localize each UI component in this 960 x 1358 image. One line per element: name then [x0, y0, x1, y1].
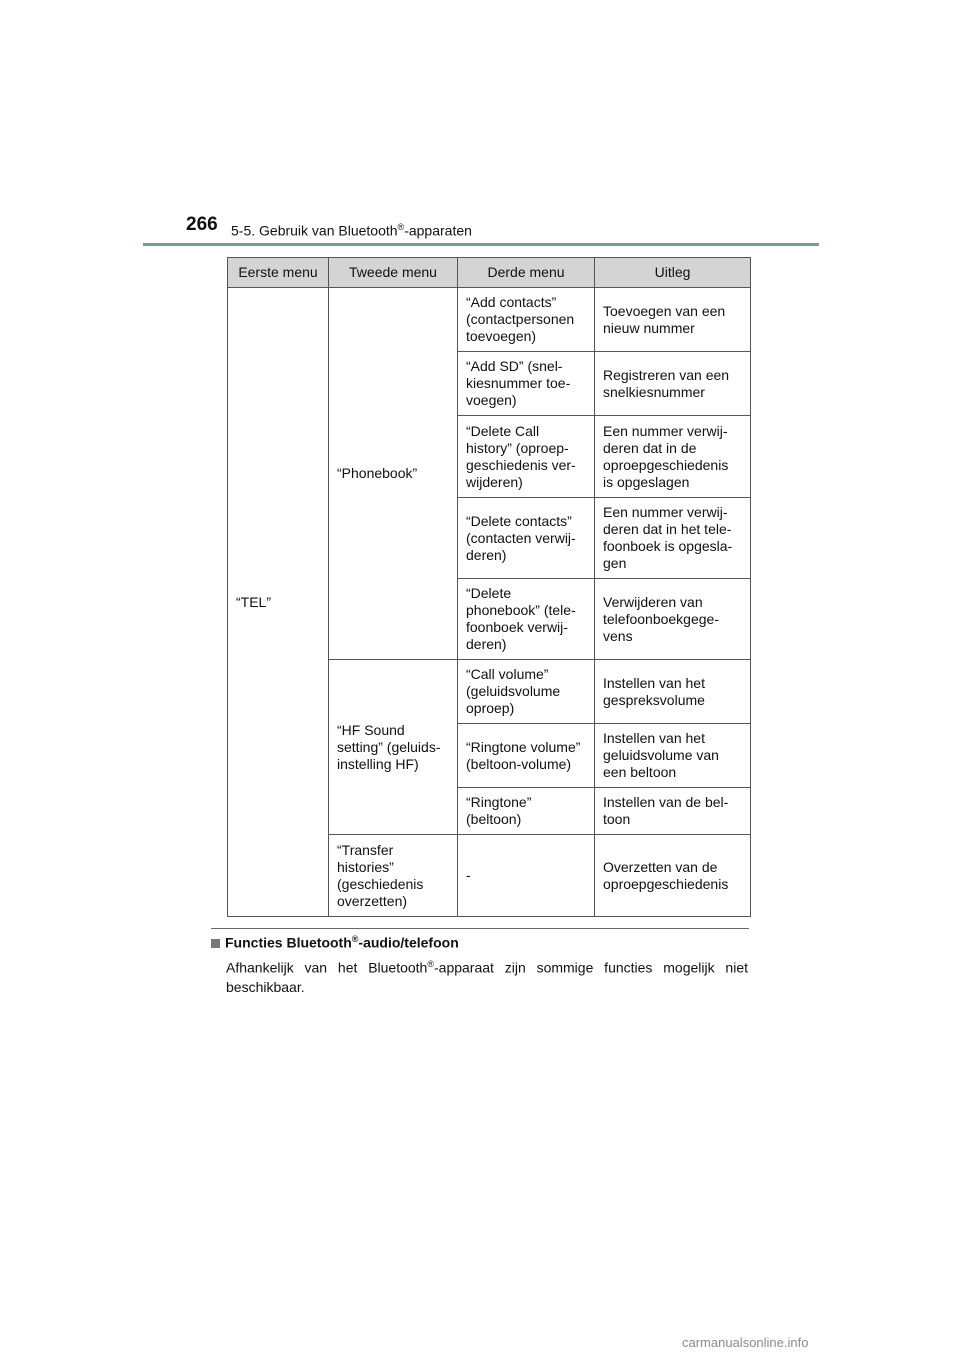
- page-number: 266: [186, 214, 218, 235]
- third-menu-cell: “Delete phonebook” (tele-foonboek verwij-deren): [458, 579, 595, 660]
- registered-mark: ®: [397, 222, 405, 232]
- table-header-row: [228, 258, 751, 288]
- section-title: [231, 222, 472, 239]
- table-row: [228, 288, 751, 352]
- explanation-cell: Toevoegen van een nieuw nummer: [595, 288, 751, 352]
- registered-mark: ®: [351, 934, 359, 944]
- registered-mark: ®: [427, 959, 434, 969]
- second-menu-hf-sound: “HF Sound setting” (geluids-instelling HF): [329, 660, 458, 835]
- note-body-suffix: -apparaat zijn sommige functies mogelijk niet beschikbaar.: [226, 959, 748, 995]
- note-body-prefix: Afhankelijk van het Bluetooth: [226, 959, 428, 976]
- third-menu-cell: “Delete Call history” (oproep-geschiedenis ver-wijderen): [458, 416, 595, 498]
- column-header-third-menu: Derde menu: [458, 258, 595, 288]
- column-header-explanation: Uitleg: [595, 258, 751, 288]
- header-rule: [143, 243, 819, 246]
- third-menu-cell: “Ringtone” (beltoon): [458, 788, 595, 835]
- divider: [211, 928, 749, 929]
- explanation-cell: Instellen van het geluidsvolume van een beltoon: [595, 724, 751, 788]
- second-menu-transfer: “Transfer histories” (geschiedenis overzetten): [329, 835, 458, 917]
- third-menu-cell: “Ringtone volume” (beltoon-volume): [458, 724, 595, 788]
- third-menu-cell: “Add contacts” (contactpersonen toevoegen): [458, 288, 595, 352]
- explanation-cell: Verwijderen van telefoonboekgege-vens: [595, 579, 751, 660]
- note-title: [211, 934, 459, 951]
- third-menu-cell: “Delete contacts” (contacten verwij-deren): [458, 498, 595, 579]
- first-menu-tel: “TEL”: [228, 288, 329, 917]
- explanation-cell: Een nummer verwij-deren dat in het tele-foonboek is opgesla-gen: [595, 498, 751, 579]
- menu-table: [227, 257, 751, 917]
- watermark: carmanualsonline.info: [682, 1335, 809, 1350]
- explanation-cell: Een nummer verwij-deren dat in de oproepgeschiedenis is opgeslagen: [595, 416, 751, 498]
- third-menu-dash: -: [458, 835, 595, 917]
- section-title-prefix: 5-5. Gebruik van Bluetooth: [231, 222, 398, 239]
- square-bullet-icon: [211, 939, 220, 948]
- third-menu-cell: “Add SD” (snel-kiesnummer toe-voegen): [458, 352, 595, 416]
- third-menu-cell: “Call volume” (geluidsvolume oproep): [458, 660, 595, 724]
- explanation-cell: Overzetten van de oproepgeschiedenis: [595, 835, 751, 917]
- explanation-cell: Instellen van het gespreksvolume: [595, 660, 751, 724]
- explanation-cell: Registreren van een snelkiesnummer: [595, 352, 751, 416]
- note-title-prefix: Functies Bluetooth: [225, 934, 352, 951]
- column-header-second-menu: Tweede menu: [329, 258, 458, 288]
- explanation-cell: Instellen van de bel-toon: [595, 788, 751, 835]
- section-title-suffix: -apparaten: [404, 222, 472, 239]
- column-header-first-menu: Eerste menu: [228, 258, 329, 288]
- second-menu-phonebook: “Phonebook”: [329, 288, 458, 660]
- note-body: [226, 955, 748, 997]
- note-title-suffix: -audio/telefoon: [358, 934, 459, 951]
